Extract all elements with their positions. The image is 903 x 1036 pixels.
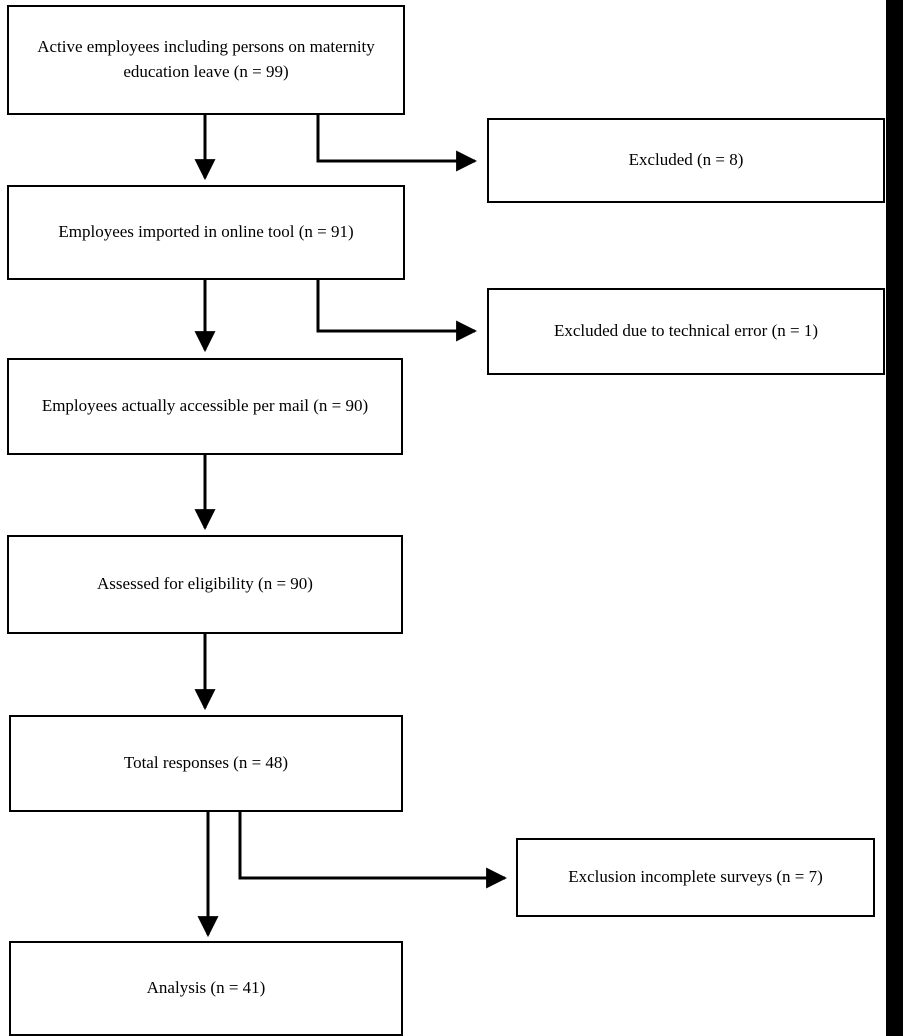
node-total-responses-label: Total responses (n = 48) xyxy=(123,753,289,773)
node-excluded-label: Excluded (n = 8) xyxy=(628,150,744,170)
node-active-employees-label: Active employees including persons on maternity education leave (n = 99) xyxy=(37,37,375,81)
node-active-employees xyxy=(7,5,405,115)
node-exclusion-incomplete-surveys-label: Exclusion incomplete surveys (n = 7) xyxy=(568,867,823,887)
node-assessed-eligibility-label: Assessed for eligibility (n = 90) xyxy=(97,574,313,594)
node-analysis xyxy=(9,941,403,1036)
node-accessible-per-mail xyxy=(7,358,403,455)
page-edge-strip xyxy=(886,0,903,1036)
node-imported-tool-label: Employees imported in online tool (n = 91) xyxy=(58,222,354,242)
node-exclusion-incomplete-surveys xyxy=(516,838,875,917)
node-excluded-technical-error xyxy=(487,288,885,375)
node-total-responses xyxy=(9,715,403,812)
node-imported-tool xyxy=(7,185,405,280)
node-assessed-eligibility xyxy=(7,535,403,634)
node-analysis-label: Analysis (n = 41) xyxy=(146,978,266,998)
node-excluded-technical-error-label: Excluded due to technical error (n = 1) xyxy=(553,321,818,341)
node-excluded xyxy=(487,118,885,203)
node-accessible-per-mail-label: Employees actually accessible per mail (n = 90) xyxy=(41,396,369,416)
